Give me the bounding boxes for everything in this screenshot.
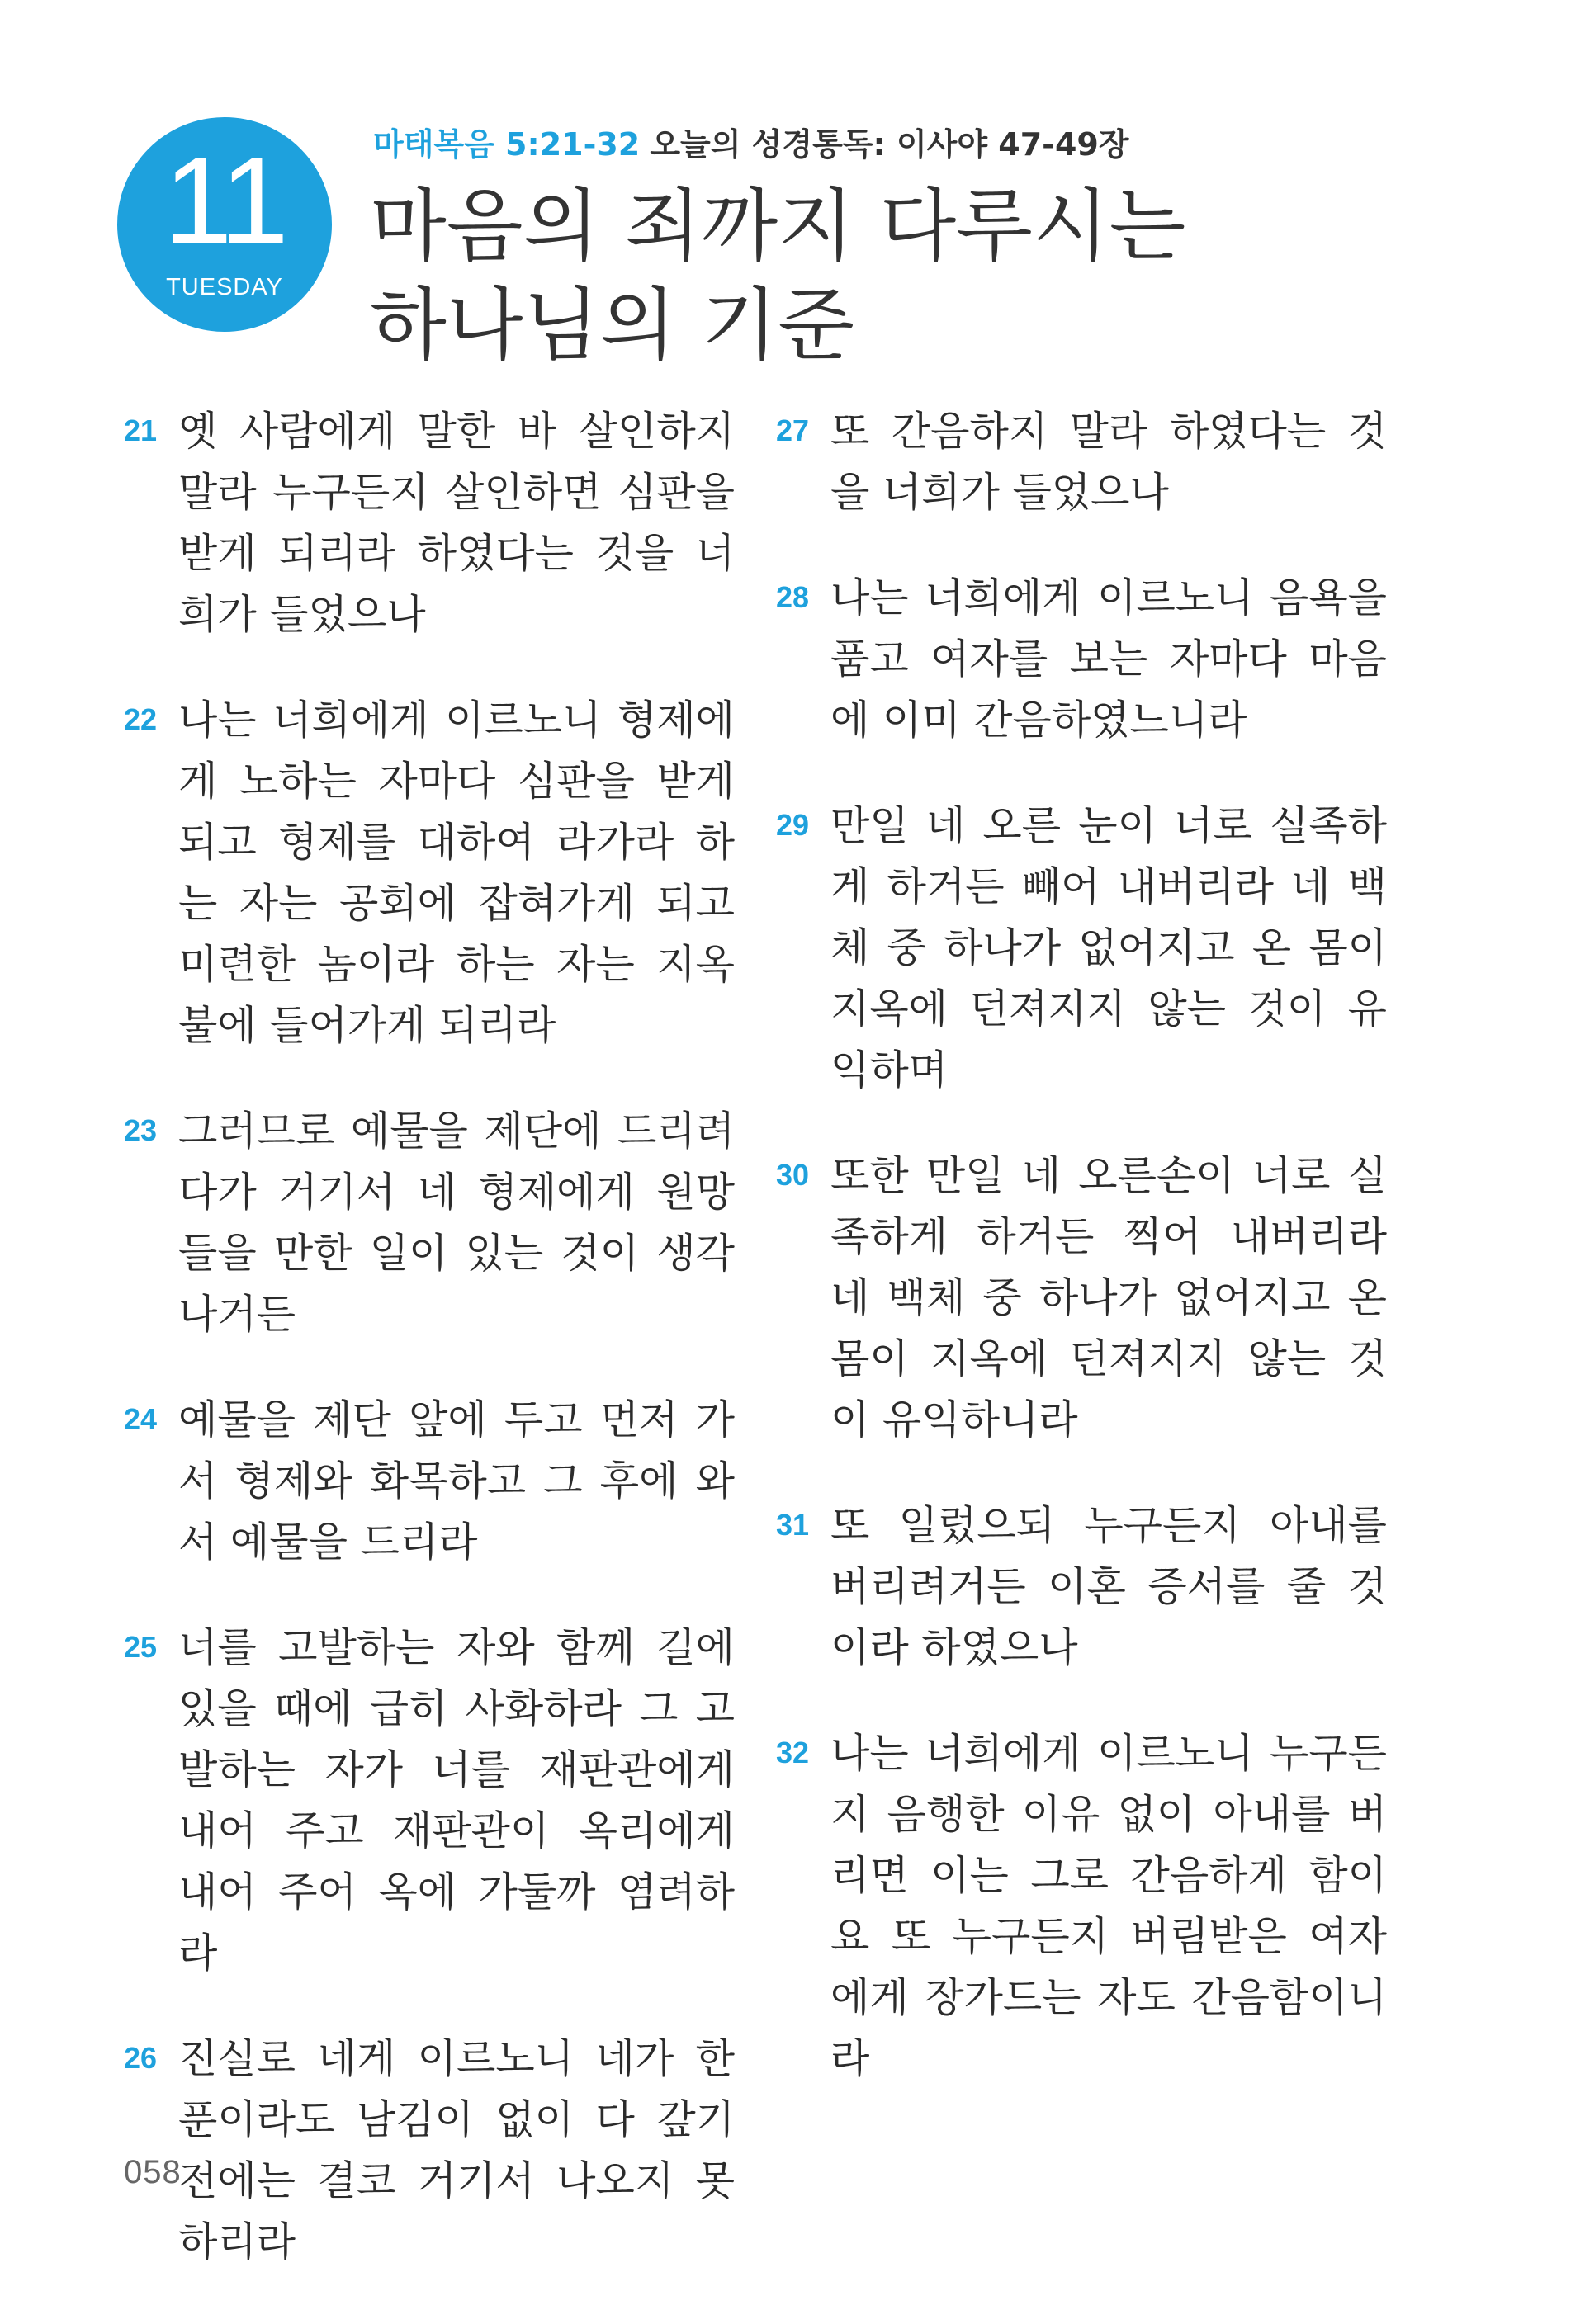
verse-29 xyxy=(776,796,1387,1101)
verse-number: 23 xyxy=(124,1113,158,1147)
verse-28 xyxy=(776,568,1387,751)
verse-text: 진실로 네게 이르노니 네가 한 푼이라도 남김이 없이 다 갚기 전에는 결코 거기서 나오지 못하리라 xyxy=(178,2035,735,2265)
verse-text: 그러므로 예물을 제단에 드리려다가 거기서 네 형제에게 원망들을 만한 일이 있는 것이 생각나거든 xyxy=(178,1108,735,1338)
verse-text: 예물을 제단 앞에 두고 먼저 가서 형제와 화목하고 그 후에 와서 예물을 드리라 xyxy=(178,1396,735,1566)
verse-text: 또한 만일 네 오른손이 너로 실족하게 하거든 찍어 내버리라 네 백체 중 하나가 없어지고 온 몸이 지옥에 던져지지 않는 것이 유익하니라 xyxy=(830,1152,1387,1443)
verse-number: 27 xyxy=(776,413,810,447)
verse-32 xyxy=(776,1723,1387,2090)
verse-number: 21 xyxy=(124,413,158,447)
page-title-line-1: 마음의 죄까지 다루시는 xyxy=(370,180,1186,272)
verse-text: 옛 사람에게 말한 바 살인하지 말라 누구든지 살인하면 심판을 받게 되리라 하였다는 것을 너희가 들었으나 xyxy=(178,408,735,638)
verse-text: 나는 너희에게 이르노니 누구든지 음행한 이유 없이 아내를 버리면 이는 그로 간음하게 함이요 또 누구든지 버림받은 여자에게 장가드는 자도 간음함이니라 xyxy=(830,1730,1387,2082)
reading-plan: 오늘의 성경통독: 이사야 47-49장 xyxy=(650,126,1129,163)
verse-22 xyxy=(124,690,735,1056)
verse-number: 26 xyxy=(124,2041,158,2075)
passage-reference: 마태복음 5:21-32 xyxy=(373,126,641,163)
date-weekday: TUESDAY xyxy=(166,274,283,300)
verse-text: 만일 네 오른 눈이 너로 실족하게 하거든 빼어 내버리라 네 백체 중 하나가 없어지고 온 몸이 지옥에 던져지지 않는 것이 유익하며 xyxy=(830,802,1387,1094)
verse-number: 28 xyxy=(776,580,810,614)
page-title-line-2: 하나님의 기준 xyxy=(370,279,854,371)
verse-25 xyxy=(124,1618,735,1984)
verse-24 xyxy=(124,1390,735,1573)
verse-text: 나는 너희에게 이르노니 음욕을 품고 여자를 보는 자마다 마음에 이미 간음하였느니라 xyxy=(830,574,1387,744)
verse-text: 또 일렀으되 누구든지 아내를 버리려거든 이혼 증서를 줄 것이라 하였으나 xyxy=(830,1502,1387,1671)
verse-text: 또 간음하지 말라 하였다는 것을 너희가 들었으나 xyxy=(830,408,1387,516)
page-title xyxy=(370,177,1526,375)
header-meta xyxy=(373,124,1129,165)
verse-column-right xyxy=(776,401,1387,2134)
verse-31 xyxy=(776,1495,1387,1679)
date-badge xyxy=(117,117,332,332)
page-number: 058 xyxy=(124,2154,182,2190)
verse-23 xyxy=(124,1101,735,1345)
verse-27 xyxy=(776,401,1387,523)
verse-number: 24 xyxy=(124,1402,158,1436)
verse-number: 22 xyxy=(124,702,158,736)
verse-text: 나는 너희에게 이르노니 형제에게 노하는 자마다 심판을 받게 되고 형제를 대하여 라가라 하는 자는 공회에 잡혀가게 되고 미련한 놈이라 하는 자는 지옥 불에 들어가게 되리라 xyxy=(178,697,735,1049)
verse-number: 30 xyxy=(776,1158,810,1192)
verse-number: 29 xyxy=(776,808,810,842)
verse-number: 31 xyxy=(776,1508,810,1542)
date-day: 11 xyxy=(163,131,286,270)
verse-21 xyxy=(124,401,735,645)
verse-30 xyxy=(776,1145,1387,1451)
verse-column-left xyxy=(124,401,735,2317)
verse-text: 너를 고발하는 자와 함께 길에 있을 때에 급히 사화하라 그 고발하는 자가 너를 재판관에게 내어 주고 재판관이 옥리에게 내어 주어 옥에 가둘까 염려하라 xyxy=(178,1624,735,1977)
verse-number: 32 xyxy=(776,1736,810,1769)
verse-number: 25 xyxy=(124,1630,158,1664)
verse-26 xyxy=(124,2029,735,2273)
